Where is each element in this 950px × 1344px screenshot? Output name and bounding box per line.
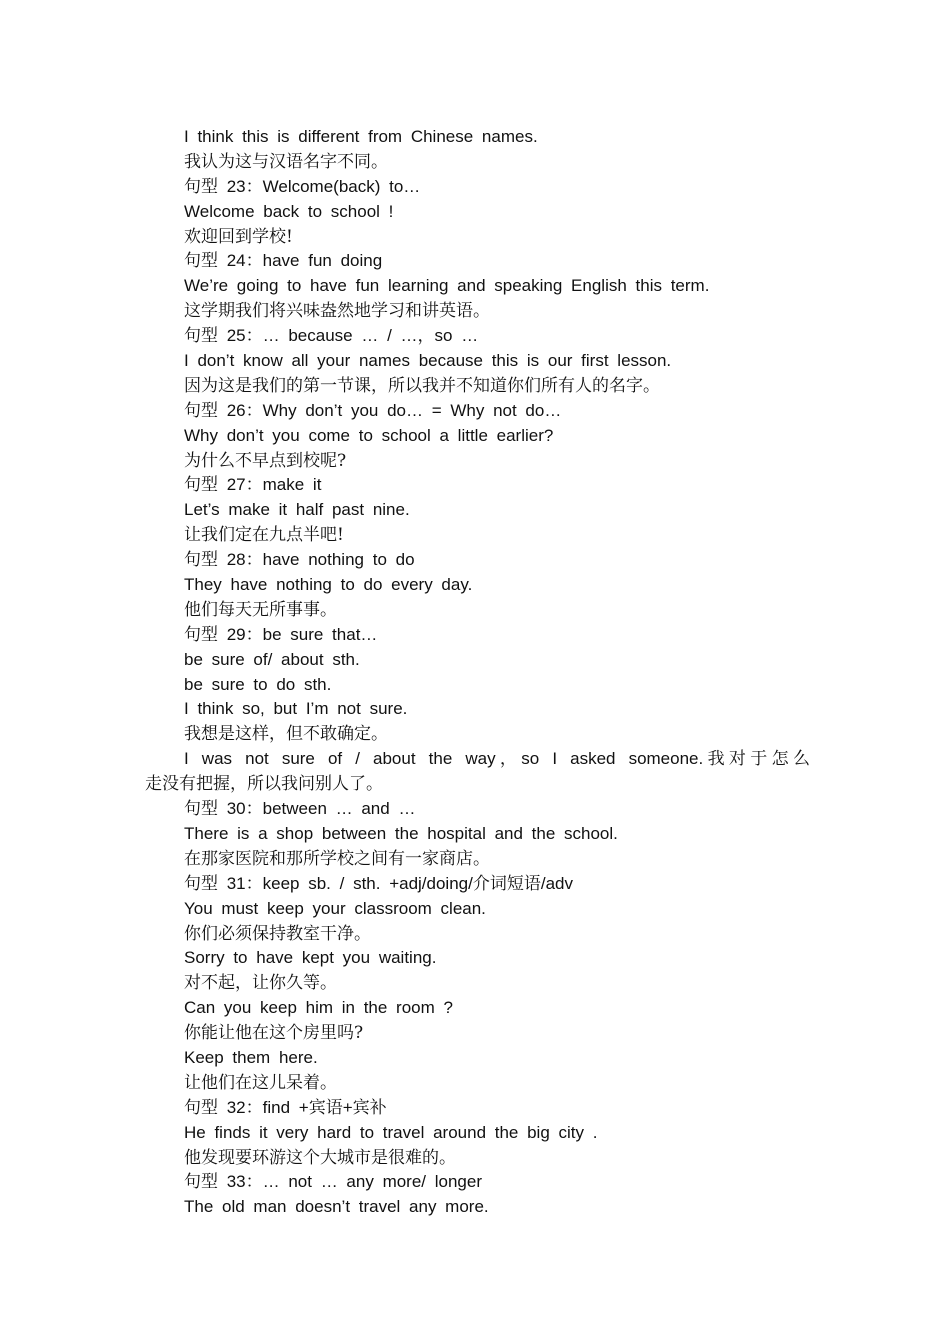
sentence-pattern-heading: 句型 32：find +宾语+宾补 [184,1097,387,1117]
english-example: There is a shop between the hospital and the school. [184,823,618,843]
chinese-translation: 欢迎回到学校! [184,226,293,247]
english-example: Why don’t you come to school a little earlier? [184,425,554,445]
chinese-translation: 对不起，让你久等。 [184,973,337,994]
english-example: I think this is different from Chinese names. [184,127,538,146]
wrapped-paragraph [145,747,810,797]
sentence-pattern-heading: 句型 31：keep sb. / sth. +adj/doing/介词短语/adv [184,873,573,893]
sentence-pattern-heading: 句型 27：make it [184,475,322,495]
english-example: be sure of/ about sth. [184,649,360,669]
english-example: We’re going to have fun learning and speaking English this term. [184,276,710,296]
sentence-pattern-heading: 句型 25：… because … / …，so … [184,326,479,346]
chinese-translation: 让他们在这儿呆着。 [184,1072,337,1093]
chinese-translation: 我认为这与汉语名字不同。 [184,151,388,172]
sentence-pattern-heading: 句型 29：be sure that… [184,624,378,644]
english-example: He finds it very hard to travel around the big city . [184,1122,598,1142]
english-example: They have nothing to do every day. [184,575,473,595]
english-example: Welcome back to school ! [184,201,394,221]
document-body [145,125,810,1220]
sentence-pattern-heading: 句型 26：Why don’t you do… = Why not do… [184,400,562,420]
english-example: You must keep your classroom clean. [184,898,486,918]
english-example: The old man doesn’t travel any more. [184,1197,489,1217]
chinese-translation: 我想是这样，但不敢确定。 [184,724,388,745]
sentence-pattern-heading: 句型 24：have fun doing [184,251,383,271]
sentence-pattern-heading: 句型 28：have nothing to do [184,550,415,570]
sentence-pattern-heading: 句型 23：Welcome(back) to… [184,176,421,196]
paragraph-line: 走没有把握，所以我问别人了。 [145,774,383,795]
chinese-translation: 让我们定在九点半吧! [184,525,344,546]
english-example: be sure to do sth. [184,674,332,694]
english-example: Let’s make it half past nine. [184,500,410,520]
english-example: Keep them here. [184,1047,318,1067]
sentence-pattern-heading: 句型 30：between … and … [184,799,416,819]
chinese-translation: 他发现要环游这个大城市是很难的。 [184,1147,456,1168]
english-example: Can you keep him in the room ? [184,998,453,1018]
chinese-translation: 你能让他在这个房里吗? [184,1023,364,1044]
chinese-translation: 你们必须保持教室干净。 [184,923,371,944]
paragraph-line: I was not sure of / about the way，so I asked someone.我对于怎么 [184,749,810,769]
english-example: I think so, but I’m not sure. [184,699,408,719]
sentence-pattern-heading: 句型 33：… not … any more/ longer [184,1172,483,1192]
chinese-translation: 他们每天无所事事。 [184,599,337,620]
chinese-translation: 这学期我们将兴味盎然地学习和讲英语。 [184,301,490,322]
chinese-translation: 为什么不早点到校呢? [184,450,347,471]
english-example: Sorry to have kept you waiting. [184,948,437,968]
chinese-translation: 因为这是我们的第一节课，所以我并不知道你们所有人的名字。 [184,375,660,396]
english-example: I don’t know all your names because this is our first lesson. [184,351,672,371]
chinese-translation: 在那家医院和那所学校之间有一家商店。 [184,848,490,869]
